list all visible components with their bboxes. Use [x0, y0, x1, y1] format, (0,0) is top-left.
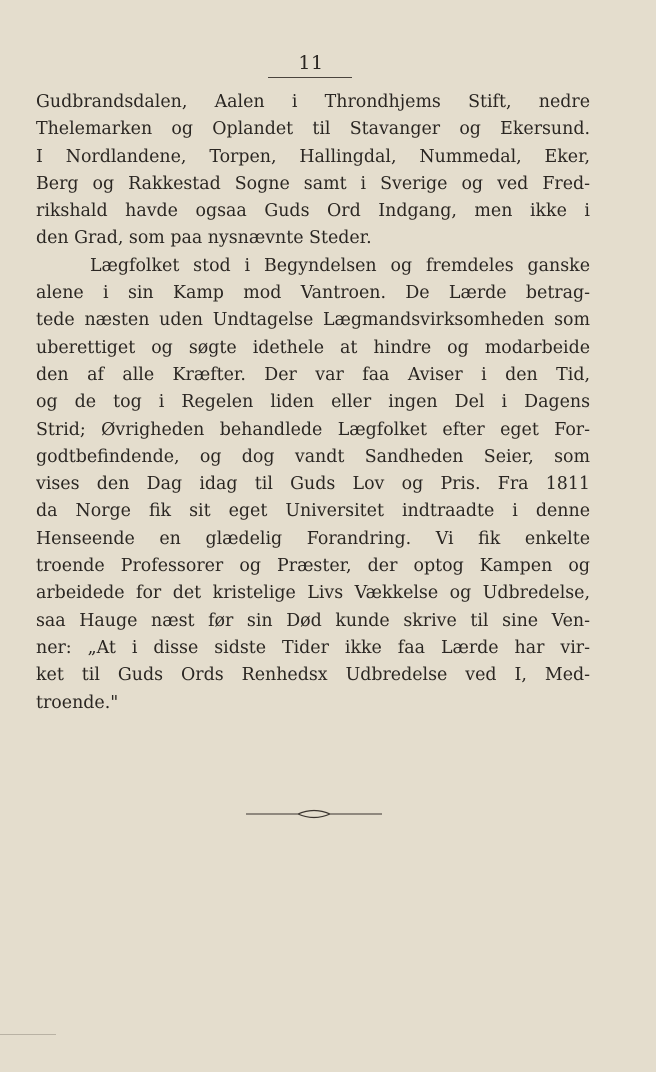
- text-line: vises den Dag idag til Guds Lov og Pris. Fra 1811: [36, 474, 590, 495]
- text-line: ner: „At i disse sidste Tider ikke faa Lærde har vir-: [36, 637, 590, 658]
- text-line: troende Professorer og Præster, der optog Kampen og: [36, 556, 590, 577]
- page-number-rule: [268, 77, 352, 78]
- text-line: ket til Guds Ords Renhedsx Udbredelse ved I, Med-: [36, 665, 590, 686]
- text-line: Gudbrandsdalen, Aalen i Throndhjems Stift, nedre: [36, 92, 590, 112]
- text-line: Strid; Øvrigheden behandlede Lægfolket efter eget For-: [36, 419, 590, 440]
- text-line: troende.": [36, 692, 119, 713]
- text-line: den Grad, som paa nysnævnte Steder.: [36, 228, 372, 249]
- text-line: da Norge fik sit eget Universitet indtraadte i denne: [36, 501, 590, 522]
- body-text: [36, 89, 590, 717]
- text-line: Lægfolket stod i Begyndelsen og fremdeles ganske: [90, 255, 590, 276]
- text-line: Henseende en glædelig Forandring. Vi fik enkelte: [36, 528, 590, 549]
- text-line: uberettiget og søgte idethele at hindre og modarbeide: [36, 337, 590, 358]
- text-line: og de tog i Regelen liden eller ingen Del i Dagens: [36, 392, 590, 413]
- text-line: arbeidede for det kristelige Livs Vækkelse og Udbredelse,: [36, 583, 590, 604]
- text-line: Thelemarken og Oplandet til Stavanger og Ekersund.: [36, 119, 590, 140]
- page-edge-mark: [0, 1034, 56, 1035]
- text-line: rikshald havde ogsaa Guds Ord Indgang, men ikke i: [36, 201, 590, 222]
- text-line: den af alle Kræfter. Der var faa Aviser i den Tid,: [36, 364, 590, 385]
- text-line: tede næsten uden Undtagelse Lægmandsvirksomheden som: [36, 310, 590, 331]
- text-line: alene i sin Kamp mod Vantroen. De Lærde betrag-: [36, 283, 590, 304]
- text-line: godtbefindende, og dog vandt Sandheden Seier, som: [36, 446, 590, 467]
- end-ornament: [246, 806, 382, 822]
- text-line: saa Hauge næst før sin Død kunde skrive til sine Ven-: [36, 610, 590, 631]
- text-line: Berg og Rakkestad Sogne samt i Sverige og ved Fred-: [36, 173, 590, 194]
- page-number: 11: [298, 52, 324, 74]
- text-line: I Nordlandene, Torpen, Hallingdal, Nummedal, Eker,: [36, 146, 590, 167]
